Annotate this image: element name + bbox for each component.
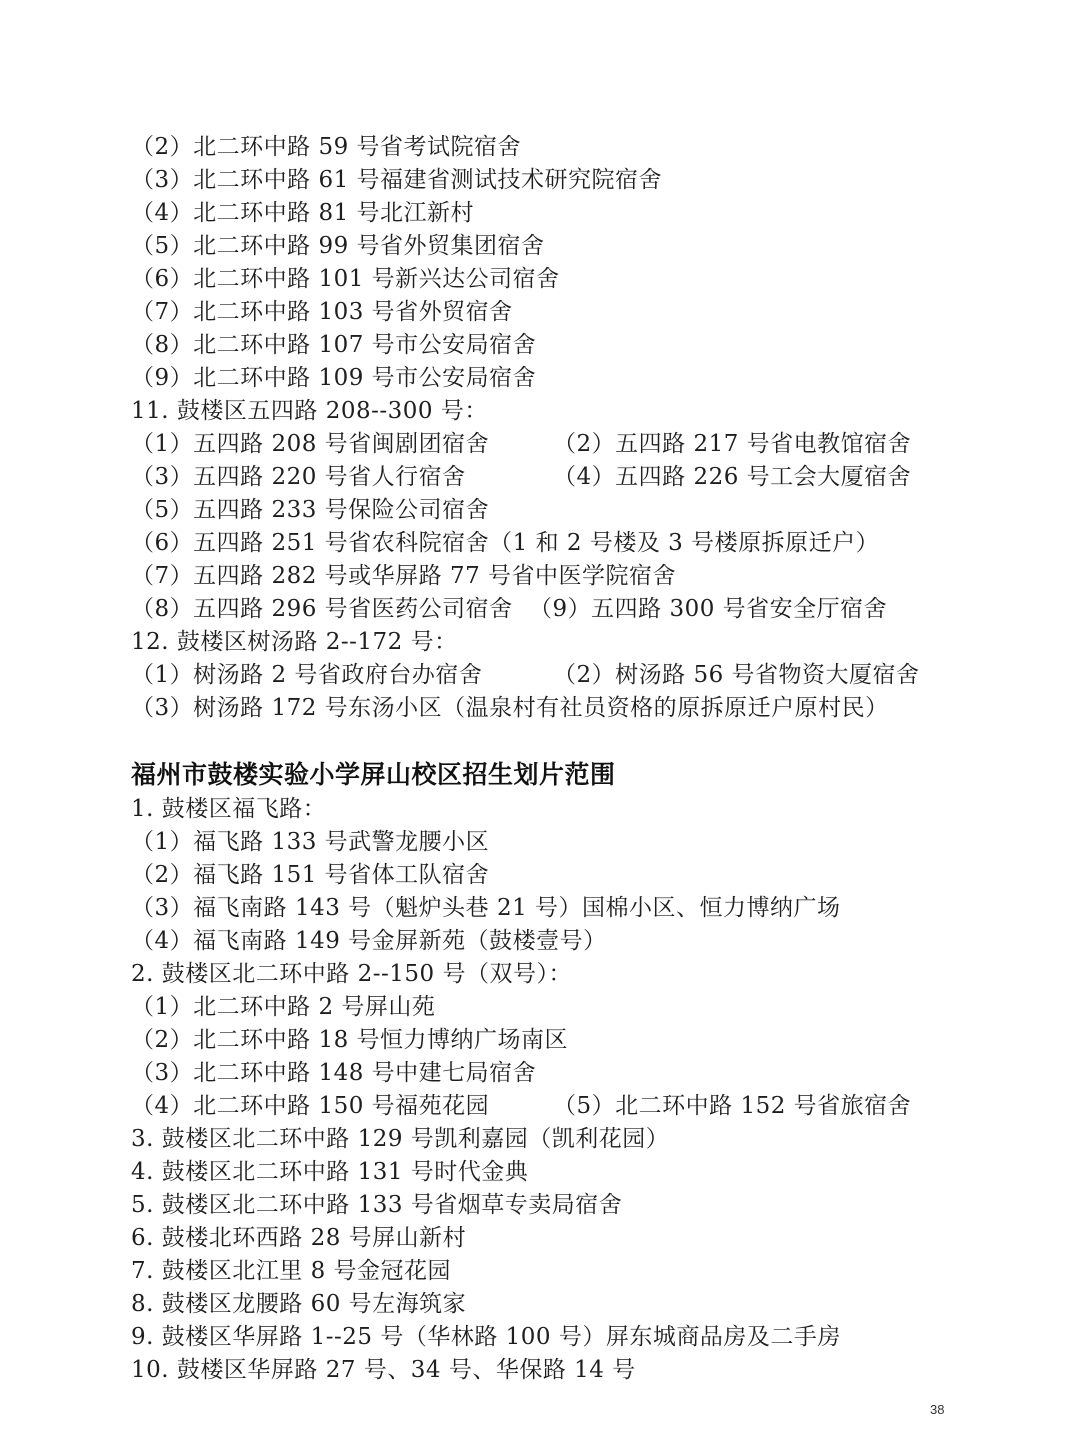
list-item: （4）北二环中路 81 号北江新村: [131, 200, 475, 226]
list-item: （1）五四路 208 号省闽剧团宿舍: [131, 431, 490, 457]
list-item: （8）北二环中路 107 号市公安局宿舍: [131, 332, 537, 358]
list-item: （4）五四路 226 号工会大厦宿舍: [553, 464, 912, 490]
list-item: 7. 鼓楼区北江里 8 号金冠花园: [131, 1258, 452, 1284]
list-item: （1）北二环中路 2 号屏山苑: [131, 994, 436, 1020]
list-item: 3. 鼓楼区北二环中路 129 号凯利嘉园（凯利花园）: [131, 1126, 670, 1152]
page-number: 38: [930, 1402, 945, 1417]
list-item: （6）五四路 251 号省农科院宿舍（1 和 2 号楼及 3 号楼原拆原迁户）: [131, 530, 880, 556]
list-item: （2）树汤路 56 号省物资大厦宿舍: [553, 662, 920, 688]
list-item: （5）北二环中路 152 号省旅宿舍: [553, 1093, 912, 1119]
list-item: （3）福飞南路 143 号（魁炉头巷 21 号）国棉小区、恒力博纳广场: [131, 895, 841, 921]
list-item: （2）北二环中路 59 号省考试院宿舍: [131, 134, 522, 160]
list-item: 8. 鼓楼区龙腰路 60 号左海筑家: [131, 1291, 467, 1317]
group-title: 1. 鼓楼区福飞路：: [131, 796, 327, 822]
list-item: （8）五四路 296 号省医药公司宿舍: [131, 596, 513, 622]
list-item: （9）五四路 300 号省安全厅宿舍: [529, 596, 888, 622]
list-item: 10. 鼓楼区华屏路 27 号、34 号、华保路 14 号: [131, 1357, 636, 1383]
list-item: （2）五四路 217 号省电教馆宿舍: [553, 431, 912, 457]
list-item: （3）北二环中路 148 号中建七局宿舍: [131, 1060, 537, 1086]
list-item: 6. 鼓楼北环西路 28 号屏山新村: [131, 1225, 467, 1251]
list-item: 4. 鼓楼区北二环中路 131 号时代金典: [131, 1159, 529, 1185]
list-item: （5）五四路 233 号保险公司宿舍: [131, 497, 490, 523]
list-item: （6）北二环中路 101 号新兴达公司宿舍: [131, 266, 560, 292]
list-item: （7）五四路 282 号或华屏路 77 号省中医学院宿舍: [131, 563, 677, 589]
list-item: （1）树汤路 2 号省政府台办宿舍: [131, 662, 483, 688]
list-item: （5）北二环中路 99 号省外贸集团宿舍: [131, 233, 545, 259]
list-item: （3）五四路 220 号省人行宿舍: [131, 464, 466, 490]
group-title: 2. 鼓楼区北二环中路 2--150 号（双号）：: [131, 961, 572, 987]
list-item: 5. 鼓楼区北二环中路 133 号省烟草专卖局宿舍: [131, 1192, 623, 1218]
section-heading: 福州市鼓楼实验小学屏山校区招生划片范围: [131, 760, 616, 789]
group-title: 12. 鼓楼区树汤路 2--172 号：: [131, 629, 458, 655]
list-item: （1）福飞路 133 号武警龙腰小区: [131, 829, 490, 855]
list-item: （4）北二环中路 150 号福苑花园: [131, 1093, 490, 1119]
list-item: （3）树汤路 172 号东汤小区（温泉村有社员资格的原拆原迁户原村民）: [131, 695, 889, 721]
list-item: （9）北二环中路 109 号市公安局宿舍: [131, 365, 537, 391]
group-title: 11. 鼓楼区五四路 208--300 号：: [131, 398, 488, 424]
list-item: （7）北二环中路 103 号省外贸宿舍: [131, 299, 513, 325]
list-item: （2）福飞路 151 号省体工队宿舍: [131, 862, 490, 888]
list-item: （3）北二环中路 61 号福建省测试技术研究院宿舍: [131, 167, 663, 193]
list-item: （4）福飞南路 149 号金屏新苑（鼓楼壹号）: [131, 928, 607, 954]
list-item: （2）北二环中路 18 号恒力博纳广场南区: [131, 1027, 569, 1053]
list-item: 9. 鼓楼区华屏路 1--25 号（华林路 100 号）屏东城商品房及二手房: [131, 1324, 841, 1350]
